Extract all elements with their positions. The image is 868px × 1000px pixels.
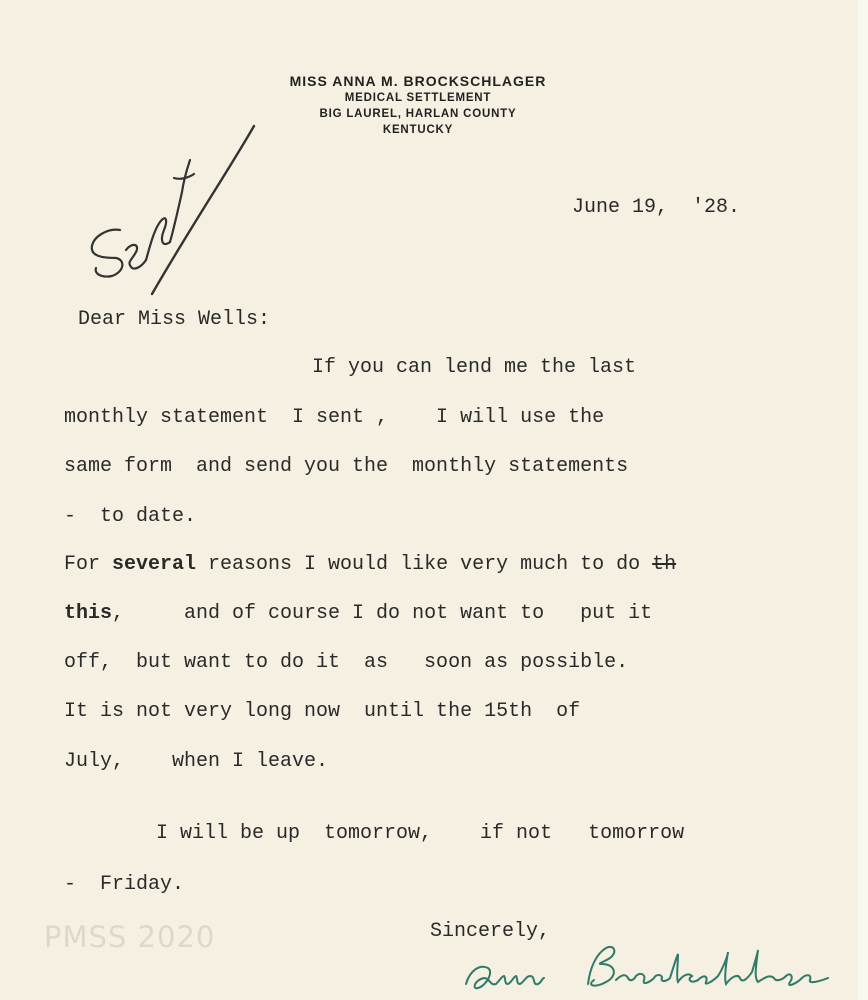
corrected-word: several <box>112 553 197 576</box>
letterhead-name: MISS ANNA M. BROCKSCHLAGER <box>289 73 547 89</box>
salutation: Dear Miss Wells: <box>78 308 271 331</box>
pencil-annotation-sent <box>80 118 270 298</box>
body-line: - to date. <box>64 505 197 528</box>
body-text: reasons I would like very much to do <box>196 553 653 576</box>
letterhead-location: BIG LAUREL, HARLAN COUNTY <box>319 108 517 120</box>
paper-edge <box>858 0 868 1000</box>
corrected-word: this <box>64 602 113 625</box>
letterhead-state: KENTUCKY <box>382 124 454 136</box>
body-line: - Friday. <box>64 873 185 896</box>
struck-text: th <box>652 553 677 576</box>
letterhead-organization: MEDICAL SETTLEMENT <box>344 92 492 104</box>
body-text: , and of course I do not want to put it <box>112 602 653 625</box>
body-line: If you can lend me the last <box>312 356 637 379</box>
body-text: For <box>64 553 113 576</box>
archive-watermark: PMSS 2020 <box>44 920 216 954</box>
body-line: It is not very long now until the 15th of <box>64 700 581 723</box>
handwritten-signature <box>456 934 856 1000</box>
body-line: July, when I leave. <box>64 750 329 773</box>
body-line: I will be up tomorrow, if not tomorrow <box>156 822 685 845</box>
closing: Sincerely, <box>430 920 551 943</box>
body-line: off, but want to do it as soon as possible. <box>64 651 629 674</box>
body-line: same form and send you the monthly statements <box>64 455 629 478</box>
body-line <box>64 602 652 626</box>
body-line: monthly statement I sent , I will use the <box>64 406 605 429</box>
body-line <box>64 553 676 577</box>
letter-date: June 19, '28. <box>572 196 741 219</box>
